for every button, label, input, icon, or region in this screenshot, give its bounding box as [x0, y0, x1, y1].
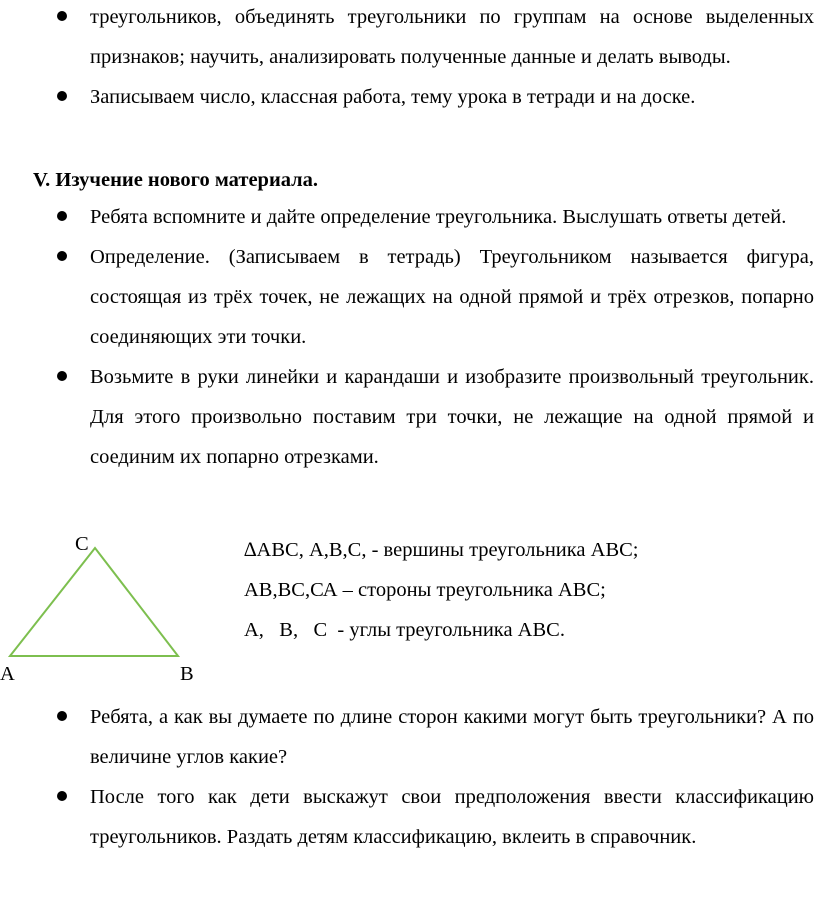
- list-item-text: Записываем число, классная работа, тему урока в тетради и на доске.: [90, 86, 696, 108]
- triangle-angles-text: А, В, С - углы треугольника АВС.: [244, 619, 565, 641]
- section-heading: V. Изучение нового материала.: [33, 169, 319, 191]
- vertex-a-label: А: [0, 663, 15, 685]
- list-item: [0, 77, 816, 117]
- list-item-text: Ребята, а как вы думаете по длине сторон какими могут быть треугольники? А по величине углов какие?: [90, 706, 814, 768]
- bullet-icon: [57, 251, 67, 261]
- list-item-text: Ребята вспомните и дайте определение треугольника. Выслушать ответы детей.: [90, 206, 787, 228]
- triangle-drawing: [0, 530, 240, 690]
- list-item: [0, 697, 816, 777]
- bullet-icon: [57, 91, 67, 101]
- list-item: [0, 0, 816, 77]
- list-item-text: Возьмите в руки линейки и карандаши и изобразите произвольный треугольник. Для этого произвольно поставим три точки, не лежащие на одной прямой и соединим их попарно отрезками.: [90, 366, 814, 468]
- triangle-figure: [0, 530, 240, 690]
- bullet-icon: [57, 371, 67, 381]
- triangle-abc-shape: [10, 548, 178, 656]
- objectives-list: [0, 0, 816, 117]
- bullet-icon: [57, 211, 67, 221]
- list-item-text: После того как дети выскажут свои предположения ввести классификацию треугольников. Раздать детям классификацию, вклеить в справочник.: [90, 786, 814, 848]
- list-item: [0, 197, 816, 237]
- vertex-c-label: С: [75, 533, 89, 555]
- bullet-icon: [57, 11, 67, 21]
- triangle-sides-text: АВ,ВС,СА – стороны треугольника АВС;: [244, 579, 606, 601]
- bullet-icon: [57, 711, 67, 721]
- classification-list: [0, 697, 816, 857]
- list-item: [0, 777, 816, 857]
- new-material-list: [0, 197, 816, 477]
- list-item: [0, 357, 816, 477]
- vertex-b-label: В: [180, 663, 194, 685]
- bullet-icon: [57, 791, 67, 801]
- triangle-vertices-text: ∆АВС, А,В,С, - вершины треугольника АВС;: [244, 539, 639, 561]
- list-item-text: Определение. (Записываем в тетрадь) Треугольником называется фигура, состоящая из трёх точек, не лежащих на одной прямой и трёх отрезков, попарно соединяющих эти точки.: [90, 246, 814, 348]
- list-item: [0, 237, 816, 357]
- list-item-text: треугольников, объединять треугольники по группам на основе выделенных признаков; научить, анализировать полученные данные и делать выводы.: [90, 6, 814, 68]
